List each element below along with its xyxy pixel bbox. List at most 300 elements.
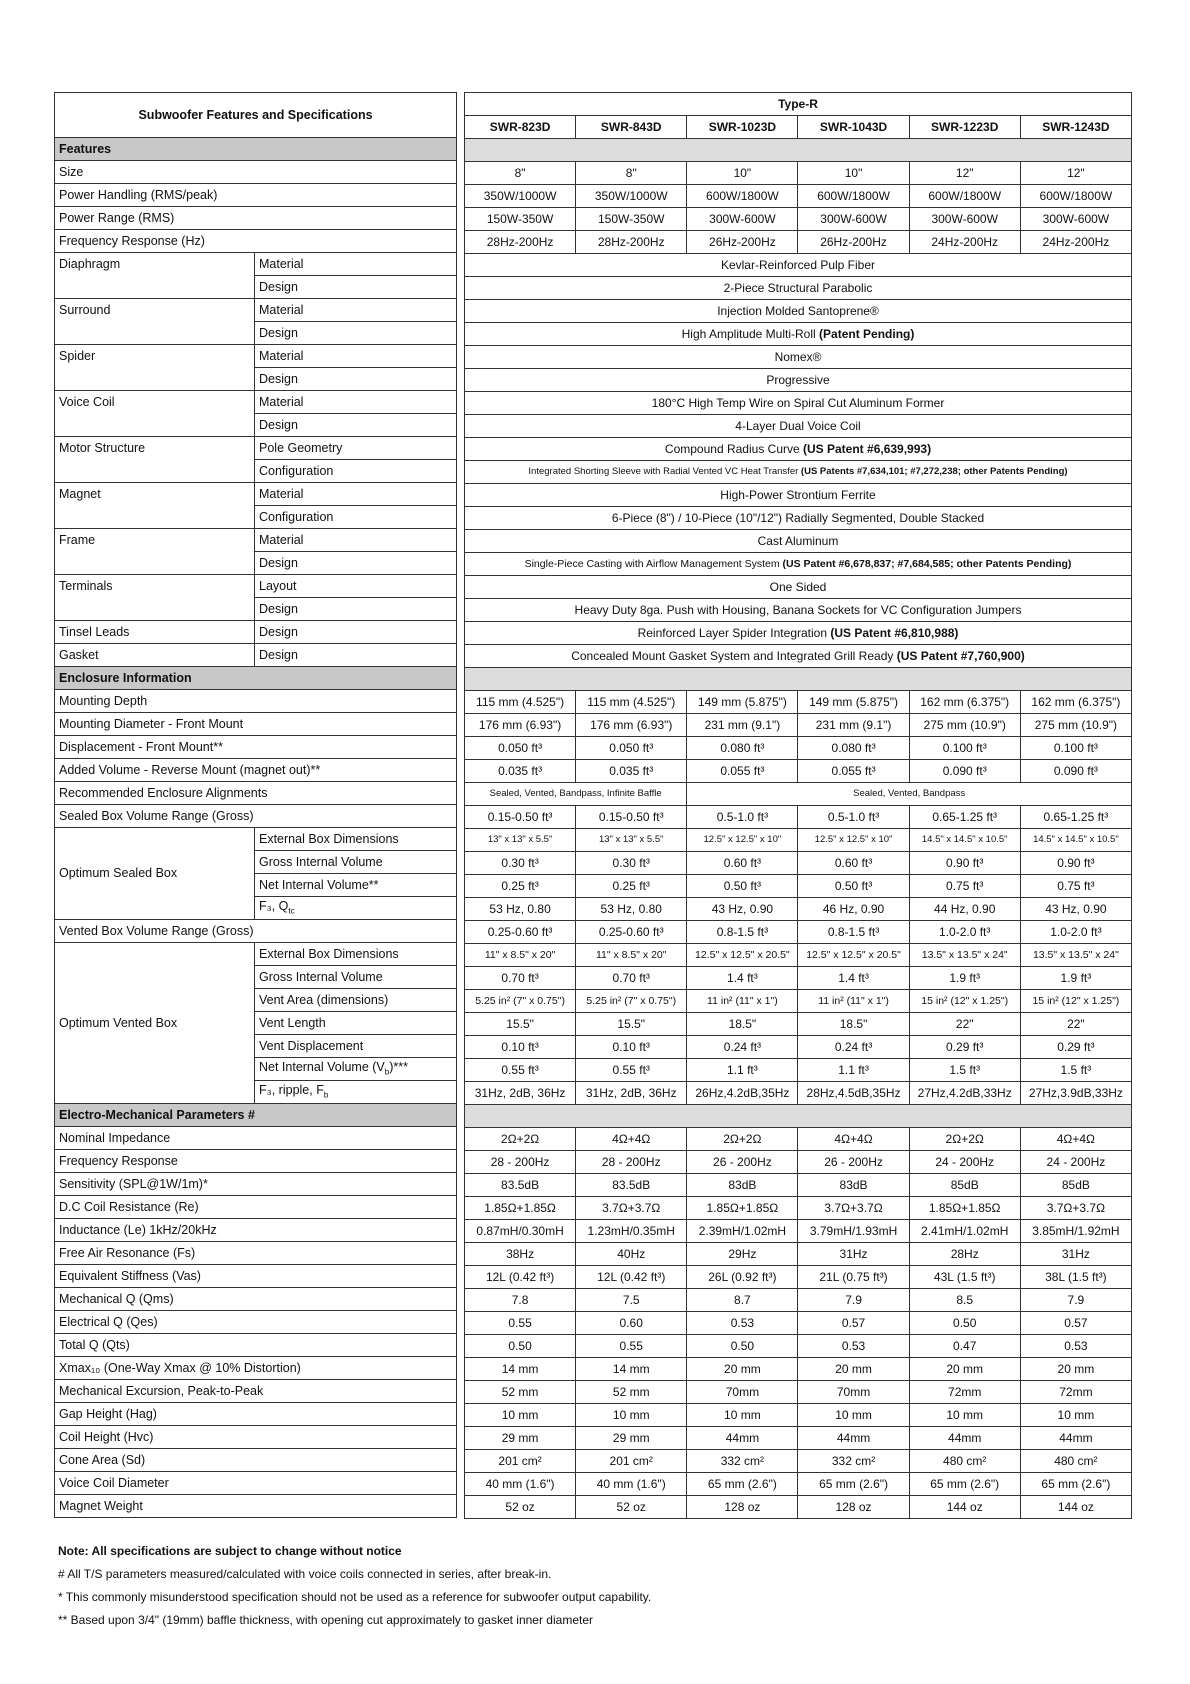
spec-row: [55, 1242, 457, 1265]
spec-value: 43 Hz, 0.90: [687, 898, 798, 921]
spec-value: 53 Hz, 0.80: [465, 898, 576, 921]
spec-row: [465, 415, 1132, 438]
spec-sublabel: F₃, $Q_{tc}$: [255, 897, 457, 920]
spec-value: 65 mm (2.6"): [798, 1473, 909, 1496]
spec-row: [465, 1013, 1132, 1036]
model-header: SWR-1023D: [687, 116, 798, 139]
spec-value: 0.53: [798, 1335, 909, 1358]
spec-value: 0.050 ft³: [465, 737, 576, 760]
spec-value: 28Hz-200Hz: [465, 231, 576, 254]
spec-value: 29 mm: [465, 1427, 576, 1450]
spec-value: 28 - 200Hz: [465, 1151, 576, 1174]
spec-value: 3.7Ω+3.7Ω: [798, 1197, 909, 1220]
spec-value: 10 mm: [909, 1404, 1020, 1427]
spec-value: 0.50: [687, 1335, 798, 1358]
spec-value: 38L (1.5 ft³): [1020, 1266, 1131, 1289]
spec-row: [55, 920, 457, 943]
spec-row: [55, 644, 457, 667]
spec-row: [465, 162, 1132, 185]
spec-value: 20 mm: [1020, 1358, 1131, 1381]
spec-value: 52 oz: [465, 1496, 576, 1519]
spec-row: [465, 507, 1132, 530]
patent-note: (US Patents #7,634,101; #7,272,238; other Patents Pending): [798, 466, 1068, 478]
spec-sublabel: Vent Displacement: [255, 1035, 457, 1058]
spec-value: 0.50: [909, 1312, 1020, 1335]
spec-value: 3.7Ω+3.7Ω: [1020, 1197, 1131, 1220]
spec-value-span: Cast Aluminum: [465, 530, 1132, 553]
spec-row: [465, 944, 1132, 967]
spec-value: 0.70 ft³: [576, 967, 687, 990]
spec-row: [465, 185, 1132, 208]
spec-row: [465, 208, 1132, 231]
spec-value: 0.10 ft³: [576, 1036, 687, 1059]
spec-value: 11 in² (11" x 1"): [687, 990, 798, 1013]
spec-row: [55, 621, 457, 644]
spec-value: 162 mm (6.375"): [1020, 691, 1131, 714]
spec-row: [465, 875, 1132, 898]
spec-values-table: [464, 92, 1132, 1519]
spec-value: 26 - 200Hz: [798, 1151, 909, 1174]
spec-value: 0.035 ft³: [465, 760, 576, 783]
spec-value: 72mm: [1020, 1381, 1131, 1404]
spec-value: 0.30 ft³: [465, 852, 576, 875]
spec-row: [55, 805, 457, 828]
spec-label: Inductance (Le) 1kHz/20kHz: [55, 1219, 457, 1242]
spec-value: 0.70 ft³: [465, 967, 576, 990]
spec-label: Recommended Enclosure Alignments: [55, 782, 457, 805]
spec-value: 0.57: [798, 1312, 909, 1335]
spec-value: 1.0-2.0 ft³: [909, 921, 1020, 944]
patent-note: (US Patent #7,760,900): [893, 649, 1025, 663]
spec-row: [465, 1059, 1132, 1082]
section-header: [55, 667, 457, 690]
spec-row: [465, 323, 1132, 346]
spec-value: 0.75 ft³: [1020, 875, 1131, 898]
spec-value: 0.5-1.0 ft³: [798, 806, 909, 829]
spec-sublabel: Design: [255, 644, 457, 667]
spec-value: 300W-600W: [798, 208, 909, 231]
spec-value: 44mm: [798, 1427, 909, 1450]
spec-sublabel: Pole Geometry: [255, 437, 457, 460]
spec-value: 0.15-0.50 ft³: [465, 806, 576, 829]
spec-row: [465, 1450, 1132, 1473]
spec-row: [465, 714, 1132, 737]
spec-value: 11" x 8.5" x 20": [465, 944, 576, 967]
spec-sublabel: Vent Length: [255, 1012, 457, 1035]
spec-value: 4Ω+4Ω: [1020, 1128, 1131, 1151]
spec-value: 162 mm (6.375"): [909, 691, 1020, 714]
spec-value: 128 oz: [687, 1496, 798, 1519]
spec-value: 0.055 ft³: [687, 760, 798, 783]
spec-value: 27Hz,4.2dB,33Hz: [909, 1082, 1020, 1105]
spec-row: [465, 1473, 1132, 1496]
spec-value: 0.60 ft³: [687, 852, 798, 875]
spec-value: 12L (0.42 ft³): [576, 1266, 687, 1289]
model-header: SWR-1043D: [798, 116, 909, 139]
spec-value: 12.5" x 12.5" x 10": [687, 829, 798, 852]
spec-value-span: Concealed Mount Gasket System and Integrated Grill Ready (US Patent #7,760,900): [465, 645, 1132, 668]
spec-value-span: Single-Piece Casting with Airflow Management System (US Patent #6,678,837; #7,684,585; other Patents Pending): [465, 553, 1132, 576]
spec-value: 2.41mH/1.02mH: [909, 1220, 1020, 1243]
spec-value: 14.5" x 14.5" x 10.5": [909, 829, 1020, 852]
spec-value: 40 mm (1.6"): [465, 1473, 576, 1496]
spec-value-span: 2-Piece Structural Parabolic: [465, 277, 1132, 300]
spec-value: 0.29 ft³: [1020, 1036, 1131, 1059]
spec-value: 1.23mH/0.35mH: [576, 1220, 687, 1243]
spec-value: 0.8-1.5 ft³: [687, 921, 798, 944]
spec-value: 44mm: [909, 1427, 1020, 1450]
spec-row: [55, 575, 457, 598]
spec-value: 0.24 ft³: [798, 1036, 909, 1059]
patent-note: (Patent Pending): [815, 327, 915, 341]
spec-label: Magnet Weight: [55, 1495, 457, 1518]
spec-row: [465, 1496, 1132, 1519]
spec-row: [465, 392, 1132, 415]
spec-value: 1.0-2.0 ft³: [1020, 921, 1131, 944]
spec-value: 12.5" x 12.5" x 20.5": [798, 944, 909, 967]
page-title: Subwoofer Features and Specifications: [55, 93, 457, 138]
spec-label: Size: [55, 161, 457, 184]
spec-sublabel: Design: [255, 414, 457, 437]
spec-row: [55, 207, 457, 230]
section-header: [465, 1105, 1132, 1128]
spec-row: [55, 1403, 457, 1426]
spec-row: [55, 782, 457, 805]
spec-value: 0.65-1.25 ft³: [909, 806, 1020, 829]
spec-sublabel: Net Internal Volume $(V_b)***$: [255, 1058, 457, 1081]
spec-row: [55, 391, 457, 414]
spec-value: 22": [1020, 1013, 1131, 1036]
spec-sublabel: External Box Dimensions: [255, 943, 457, 966]
spec-row: [465, 622, 1132, 645]
spec-row: [465, 783, 1132, 806]
spec-group-label: Tinsel Leads: [55, 621, 255, 644]
spec-value: 150W-350W: [576, 208, 687, 231]
spec-row: [465, 277, 1132, 300]
spec-value: 15.5": [576, 1013, 687, 1036]
spec-row: [465, 921, 1132, 944]
spec-value: 31Hz, 2dB, 36Hz: [465, 1082, 576, 1105]
spec-value: 1.5 ft³: [1020, 1059, 1131, 1082]
spec-value: 0.55: [576, 1335, 687, 1358]
spec-value: 7.9: [1020, 1289, 1131, 1312]
spec-value: 8": [465, 162, 576, 185]
spec-value: 52 oz: [576, 1496, 687, 1519]
spec-value: 20 mm: [798, 1358, 909, 1381]
spec-value: 231 mm (9.1"): [798, 714, 909, 737]
spec-value: 1.1 ft³: [687, 1059, 798, 1082]
spec-group-label: Gasket: [55, 644, 255, 667]
spec-value: 28Hz-200Hz: [576, 231, 687, 254]
spec-value: 65 mm (2.6"): [1020, 1473, 1131, 1496]
spec-value-span: Kevlar-Reinforced Pulp Fiber: [465, 254, 1132, 277]
spec-row: [55, 1426, 457, 1449]
spec-value: 0.60 ft³: [798, 852, 909, 875]
spec-label: Power Range (RMS): [55, 207, 457, 230]
patent-note: (US Patent #6,810,988): [827, 626, 959, 640]
spec-value: 7.8: [465, 1289, 576, 1312]
spec-row: [55, 1449, 457, 1472]
spec-row: [55, 1196, 457, 1219]
spec-value: 43L (1.5 ft³): [909, 1266, 1020, 1289]
spec-value: 22": [909, 1013, 1020, 1036]
spec-sublabel: F₃, ripple, $F_b$: [255, 1081, 457, 1104]
spec-label: Voice Coil Diameter: [55, 1472, 457, 1495]
spec-value: 52 mm: [465, 1381, 576, 1404]
spec-value: 0.25-0.60 ft³: [576, 921, 687, 944]
spec-value: 26Hz,4.2dB,35Hz: [687, 1082, 798, 1105]
spec-value: 12.5" x 12.5" x 10": [798, 829, 909, 852]
spec-row: [465, 1427, 1132, 1450]
spec-value: 43 Hz, 0.90: [1020, 898, 1131, 921]
spec-row: [465, 1381, 1132, 1404]
spec-value: 176 mm (6.93"): [465, 714, 576, 737]
spec-row: [55, 1472, 457, 1495]
spec-value: 85dB: [1020, 1174, 1131, 1197]
spec-value: 0.100 ft³: [1020, 737, 1131, 760]
spec-group-label: Surround: [55, 299, 255, 345]
spec-value: 0.50: [465, 1335, 576, 1358]
spec-label: Cone Area (Sd): [55, 1449, 457, 1472]
spec-row: [465, 1036, 1132, 1059]
spec-value-span: 6-Piece (8") / 10-Piece (10"/12") Radially Segmented, Double Stacked: [465, 507, 1132, 530]
spec-row: [55, 1265, 457, 1288]
spec-label: Nominal Impedance: [55, 1127, 457, 1150]
spec-value: 0.25 ft³: [465, 875, 576, 898]
spec-sublabel: Material: [255, 391, 457, 414]
spec-value: 0.8-1.5 ft³: [798, 921, 909, 944]
spec-value: 10": [687, 162, 798, 185]
spec-sublabel: Design: [255, 598, 457, 621]
spec-value: 26Hz-200Hz: [687, 231, 798, 254]
spec-value: 2Ω+2Ω: [687, 1128, 798, 1151]
type-label: Type-R: [465, 93, 1132, 116]
spec-value: 20 mm: [909, 1358, 1020, 1381]
spec-value: 12L (0.42 ft³): [465, 1266, 576, 1289]
spec-value: 28Hz: [909, 1243, 1020, 1266]
spec-value: 0.050 ft³: [576, 737, 687, 760]
spec-labels-table: [54, 92, 457, 1518]
spec-value: 0.29 ft³: [909, 1036, 1020, 1059]
spec-value: 0.080 ft³: [798, 737, 909, 760]
spec-value: 11" x 8.5" x 20": [576, 944, 687, 967]
spec-label: Added Volume - Reverse Mount (magnet out)**: [55, 759, 457, 782]
spec-value: 10 mm: [576, 1404, 687, 1427]
spec-value: 13.5" x 13.5" x 24": [1020, 944, 1131, 967]
spec-value: 0.100 ft³: [909, 737, 1020, 760]
spec-row: [465, 898, 1132, 921]
spec-sublabel: Gross Internal Volume: [255, 851, 457, 874]
spec-row: [465, 691, 1132, 714]
spec-value: 31Hz: [798, 1243, 909, 1266]
spec-value: 83.5dB: [576, 1174, 687, 1197]
spec-value: 10 mm: [465, 1404, 576, 1427]
spec-value: 44mm: [687, 1427, 798, 1450]
spec-value: 300W-600W: [909, 208, 1020, 231]
spec-sublabel: Design: [255, 621, 457, 644]
footnotes: [58, 1540, 651, 1632]
spec-value: 0.53: [687, 1312, 798, 1335]
spec-value: 24 - 200Hz: [1020, 1151, 1131, 1174]
spec-value: 15 in² (12" x 1.25"): [909, 990, 1020, 1013]
spec-value: 0.90 ft³: [909, 852, 1020, 875]
spec-value: 149 mm (5.875"): [798, 691, 909, 714]
spec-value: 14 mm: [576, 1358, 687, 1381]
spec-value: 1.9 ft³: [909, 967, 1020, 990]
spec-value: 15.5": [465, 1013, 576, 1036]
spec-row: [465, 1128, 1132, 1151]
spec-value: 0.75 ft³: [909, 875, 1020, 898]
spec-value: 83dB: [798, 1174, 909, 1197]
spec-value: 0.50 ft³: [798, 875, 909, 898]
patent-note: (US Patent #6,678,837; #7,684,585; other Patents Pending): [779, 557, 1072, 570]
spec-row: [55, 1334, 457, 1357]
spec-value: 1.4 ft³: [798, 967, 909, 990]
spec-group-label: Magnet: [55, 483, 255, 529]
spec-row: [465, 1151, 1132, 1174]
spec-sublabel: Material: [255, 299, 457, 322]
spec-value: 1.4 ft³: [687, 967, 798, 990]
spec-value: 231 mm (9.1"): [687, 714, 798, 737]
spec-sublabel: Material: [255, 345, 457, 368]
spec-value: 1.5 ft³: [909, 1059, 1020, 1082]
spec-sublabel: Configuration: [255, 506, 457, 529]
spec-row: [55, 1288, 457, 1311]
spec-row: [55, 1150, 457, 1173]
spec-row: [465, 967, 1132, 990]
spec-value: 0.55 ft³: [465, 1059, 576, 1082]
spec-value: 600W/1800W: [798, 185, 909, 208]
spec-value: 201 cm²: [465, 1450, 576, 1473]
spec-label: Mounting Depth: [55, 690, 457, 713]
spec-value: 14 mm: [465, 1358, 576, 1381]
spec-value: 300W-600W: [687, 208, 798, 231]
section-band: [465, 139, 1132, 162]
spec-group-label: Terminals: [55, 575, 255, 621]
spec-value: 53 Hz, 0.80: [576, 898, 687, 921]
spec-value: 1.1 ft³: [798, 1059, 909, 1082]
spec-value-span: Nomex®: [465, 346, 1132, 369]
spec-value: 70mm: [687, 1381, 798, 1404]
spec-value: 0.055 ft³: [798, 760, 909, 783]
spec-sublabel: Material: [255, 253, 457, 276]
spec-value-span: Injection Molded Santoprene®: [465, 300, 1132, 323]
spec-value: 8": [576, 162, 687, 185]
spec-value: 3.79mH/1.93mH: [798, 1220, 909, 1243]
spec-value-span: Progressive: [465, 369, 1132, 392]
spec-value: Sealed, Vented, Bandpass, Infinite Baffle: [465, 783, 687, 806]
spec-label: Coil Height (Hvc): [55, 1426, 457, 1449]
spec-value: 0.25 ft³: [576, 875, 687, 898]
spec-row: [465, 829, 1132, 852]
spec-group-label: Optimum Vented Box: [55, 943, 255, 1104]
spec-value: 149 mm (5.875"): [687, 691, 798, 714]
spec-value: 10": [798, 162, 909, 185]
spec-value: 24Hz-200Hz: [909, 231, 1020, 254]
spec-value: 600W/1800W: [687, 185, 798, 208]
spec-row: [465, 1174, 1132, 1197]
spec-value: 2Ω+2Ω: [909, 1128, 1020, 1151]
spec-value: 275 mm (10.9"): [909, 714, 1020, 737]
spec-row: [465, 438, 1132, 461]
spec-value: 1.85Ω+1.85Ω: [909, 1197, 1020, 1220]
spec-row: [465, 645, 1132, 668]
spec-value: 18.5": [687, 1013, 798, 1036]
spec-row: [55, 253, 457, 276]
spec-value-span: 4-Layer Dual Voice Coil: [465, 415, 1132, 438]
spec-value: 13" x 13" x 5.5": [576, 829, 687, 852]
section-title: Enclosure Information: [55, 667, 457, 690]
spec-value: 600W/1800W: [909, 185, 1020, 208]
spec-row: [55, 529, 457, 552]
spec-value: 12.5" x 12.5" x 20.5": [687, 944, 798, 967]
spec-value: 0.10 ft³: [465, 1036, 576, 1059]
spec-value: 0.50 ft³: [687, 875, 798, 898]
spec-value: 13.5" x 13.5" x 24": [909, 944, 1020, 967]
spec-value: 65 mm (2.6"): [909, 1473, 1020, 1496]
spec-group-label: Frame: [55, 529, 255, 575]
spec-value: 3.85mH/1.92mH: [1020, 1220, 1131, 1243]
spec-value: 150W-350W: [465, 208, 576, 231]
spec-row: [465, 553, 1132, 576]
spec-label: Xmax₁₀ (One-Way Xmax @ 10% Distortion): [55, 1357, 457, 1380]
spec-row: [465, 461, 1132, 484]
spec-row: [55, 1380, 457, 1403]
spec-value: 8.7: [687, 1289, 798, 1312]
spec-value-span: Compound Radius Curve (US Patent #6,639,993): [465, 438, 1132, 461]
spec-value: 27Hz,3.9dB,33Hz: [1020, 1082, 1131, 1105]
spec-value: 44mm: [1020, 1427, 1131, 1450]
section-header: [465, 668, 1132, 691]
spec-value: 1.85Ω+1.85Ω: [465, 1197, 576, 1220]
section-band: [465, 1105, 1132, 1128]
spec-row: [465, 1404, 1132, 1427]
spec-value: 29 mm: [576, 1427, 687, 1450]
spec-value: 52 mm: [576, 1381, 687, 1404]
spec-value: 83dB: [687, 1174, 798, 1197]
spec-value: 12": [1020, 162, 1131, 185]
spec-group-label: Diaphragm: [55, 253, 255, 299]
spec-row: [55, 345, 457, 368]
spec-value: 1.9 ft³: [1020, 967, 1131, 990]
spec-value: 85dB: [909, 1174, 1020, 1197]
spec-label: D.C Coil Resistance (Re): [55, 1196, 457, 1219]
spec-sublabel: Material: [255, 483, 457, 506]
spec-value: 0.035 ft³: [576, 760, 687, 783]
spec-sublabel: Design: [255, 276, 457, 299]
spec-label: Frequency Response (Hz): [55, 230, 457, 253]
spec-value: 28 - 200Hz: [576, 1151, 687, 1174]
spec-value: 350W/1000W: [576, 185, 687, 208]
spec-value: 0.15-0.50 ft³: [576, 806, 687, 829]
spec-value: 38Hz: [465, 1243, 576, 1266]
footnote: * This commonly misunderstood specification should not be used as a reference for subwoofer output capability.: [58, 1590, 652, 1604]
spec-value: 2Ω+2Ω: [465, 1128, 576, 1151]
spec-row: [465, 737, 1132, 760]
spec-value: 10 mm: [687, 1404, 798, 1427]
spec-value: 144 oz: [1020, 1496, 1131, 1519]
spec-value: 26Hz-200Hz: [798, 231, 909, 254]
section-title: Electro-Mechanical Parameters #: [55, 1104, 457, 1127]
spec-row: [465, 852, 1132, 875]
spec-value: 300W-600W: [1020, 208, 1131, 231]
spec-row: [465, 806, 1132, 829]
spec-row: [55, 713, 457, 736]
spec-value: 8.5: [909, 1289, 1020, 1312]
spec-row: [55, 736, 457, 759]
spec-row: [465, 254, 1132, 277]
spec-row: [465, 1082, 1132, 1105]
